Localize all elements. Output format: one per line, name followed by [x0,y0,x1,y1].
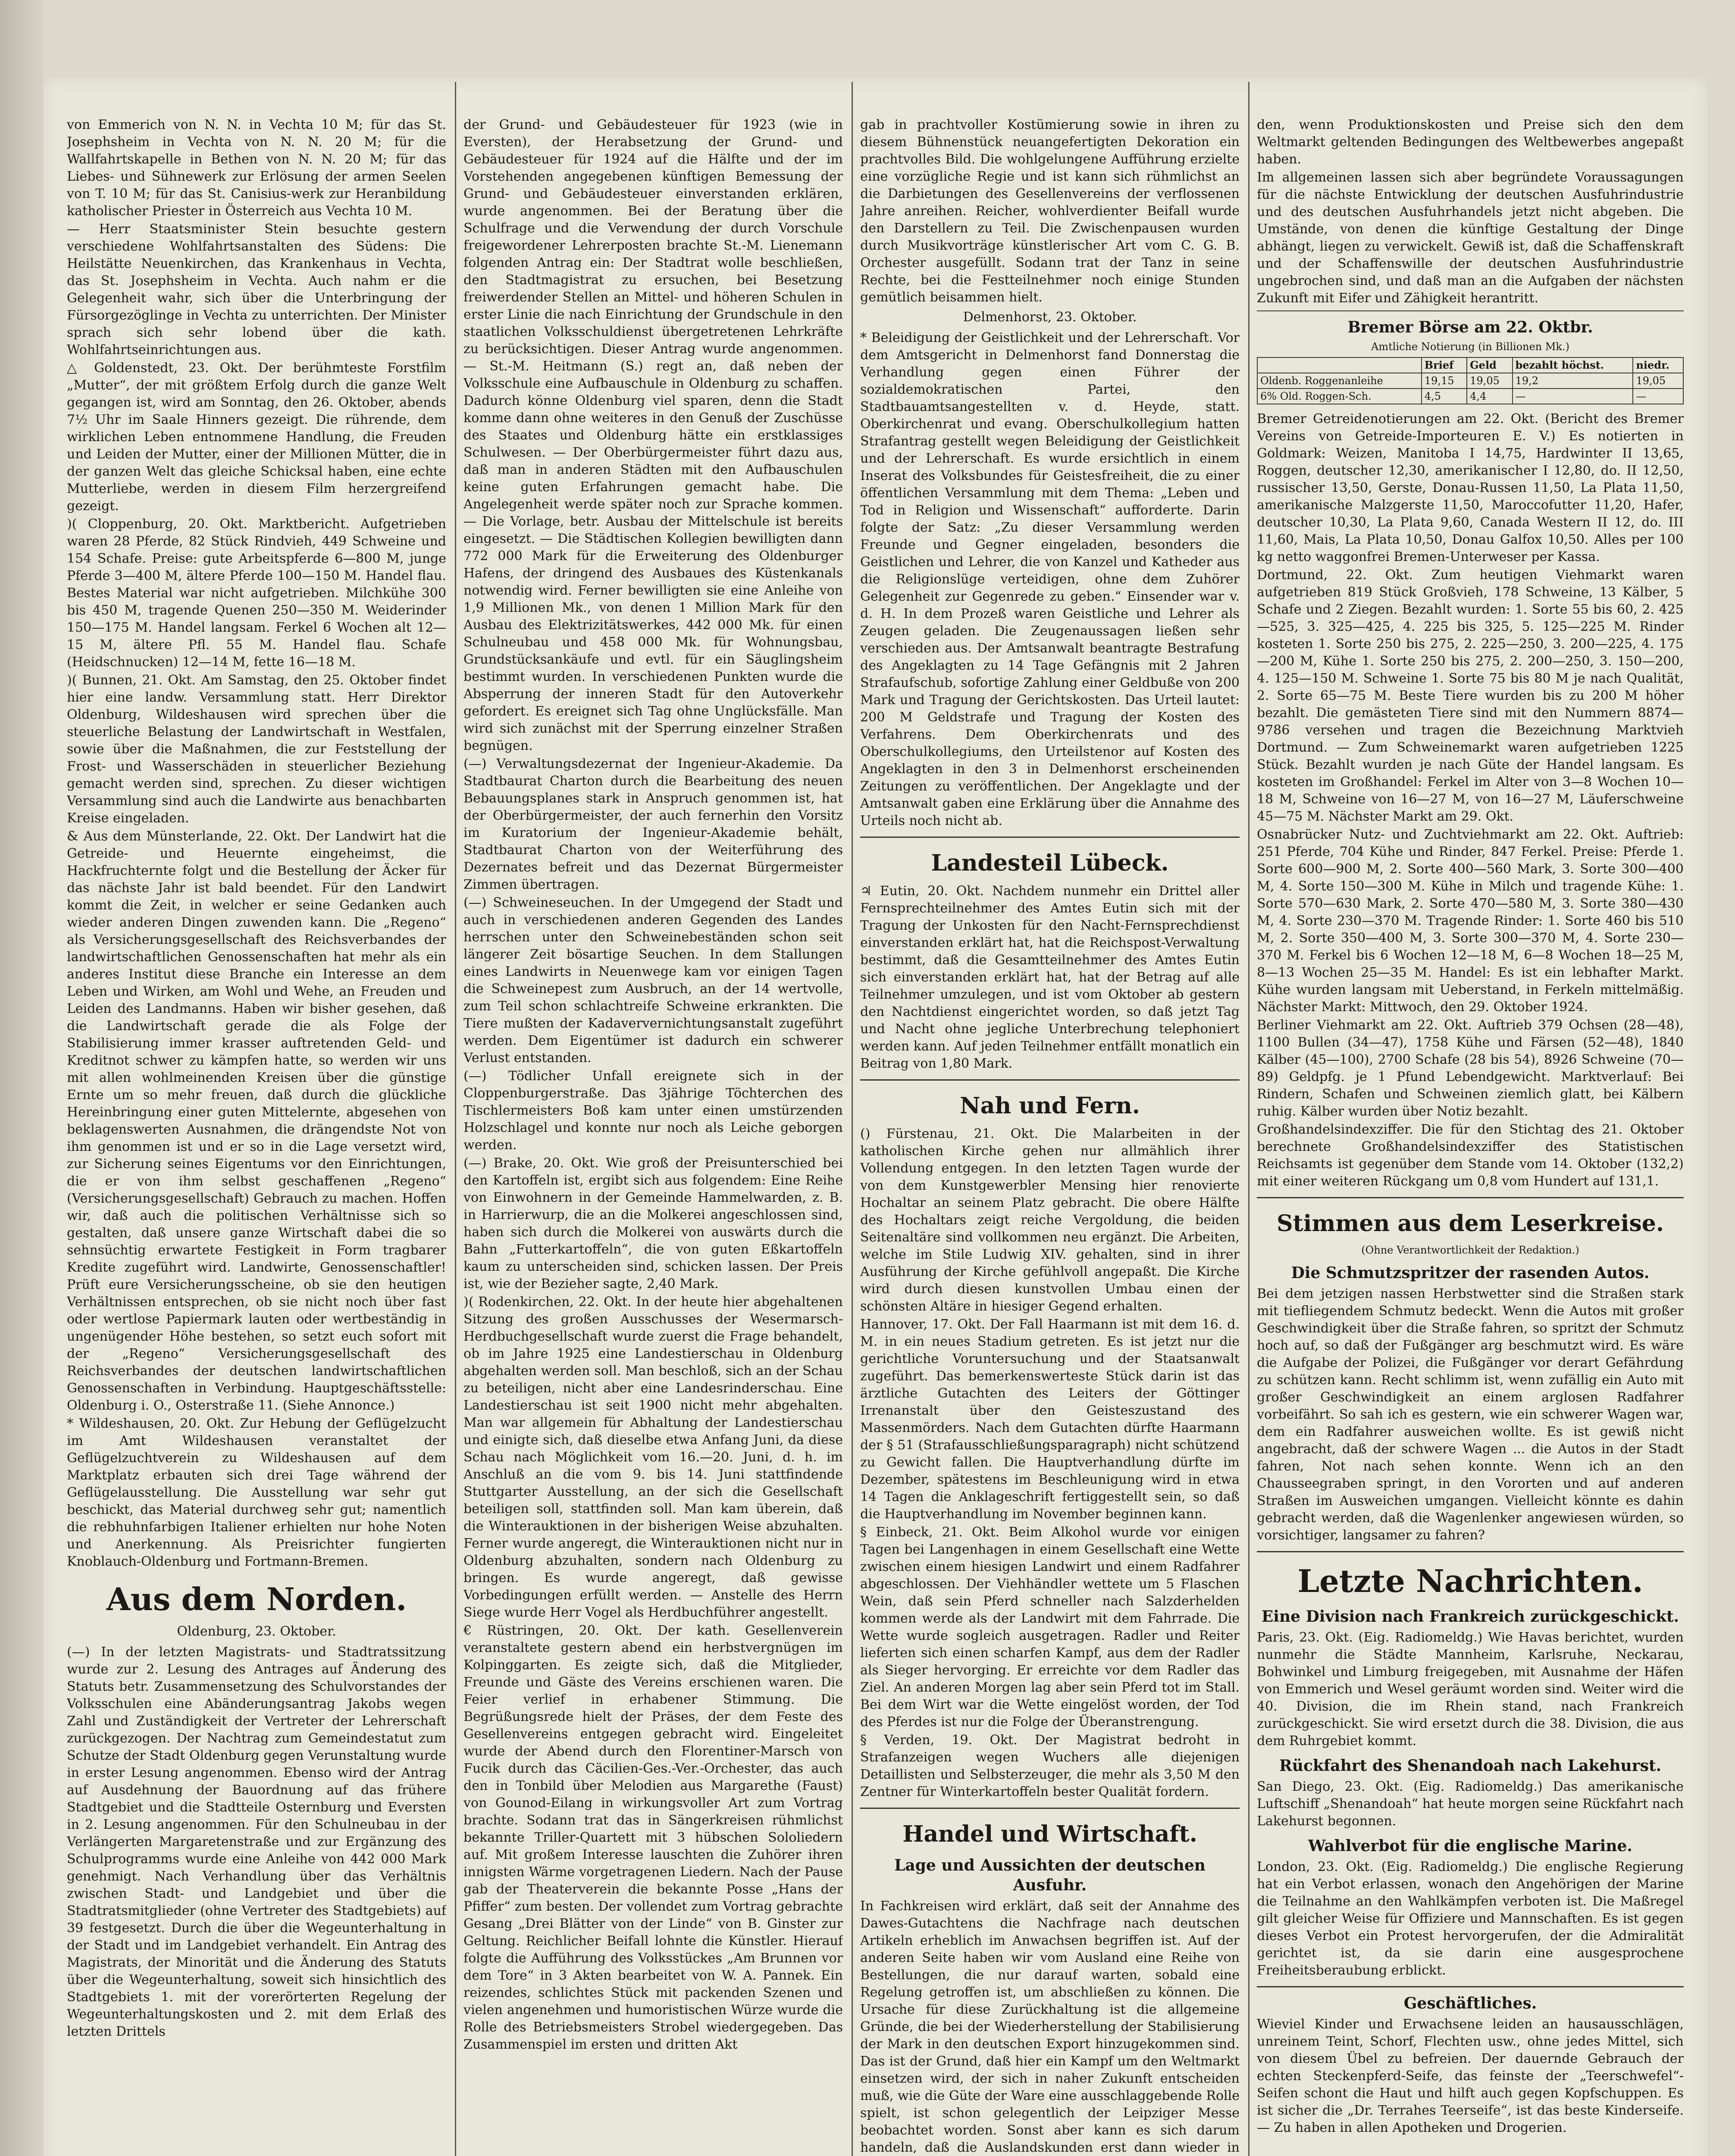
article-getreide: Bremer Getreidenotierungen am 22. Okt. (Bericht des Bremer Vereins von Getreide-Importeuren E. V.) Es notierten in Goldmark: Weizen, Manitoba I 14,75, Hardwinter II 13,65, Roggen, deutscher 12,30, amerikanischer I 12,80, do. II 12,50, russischer 13,50, Gerste, Donau-Russen 11,50, La Plata 11,50, amerikanische Malzgerste 11,50, Maroccofutter 11,20, Hafer, deutscher 10,30, La Plata 9,60, Canada Western II 12, do. III 11,60, Mais, La Plata 10,50, Donau Galfox 10,50. Alles per 100 kg netto waggonfrei Bremen-Unterweser per Kassa. [1257,411,1684,564]
article-heading-ausfuhr: Lage und Aussichten der deutschen Ausfuhr. [894,1856,1206,1894]
article-fuerstenau: () Fürstenau, 21. Okt. Die Malarbeiten in der katholischen Kirche gehen nur allmählich ihrer Vollendung entgegen. In den letzten Tagen wurde der von dem Kunstgewerbler Mensing hier renovierte Hochaltar an seinem Platz gebracht. Die obere Hälfte des Hochaltars zeigt reiche Vergoldung, die beiden Seitenaltäre sind vollkommen neu ergänzt. Die Arbeiten, welche im Stile Ludwig XIV. gehalten, sind in ihrer Ausführung der Kirche gefühlvoll angepaßt. Die Kirche wird durch diesen kunstvollen Umbau einen der schönsten Altäre in hiesiger Gegend erhalten. [860,1126,1240,1314]
notice-donations: von Emmerich von N. N. in Vechta 10 M; für das St. Josephsheim in Vechta von N. N. 20 M; für die Wallfahrtskapelle in Bethen von N. N. 20 M; für das Liebes- und Sühnewerk zur Erlösung der armen Seelen von T. 10 M; für das St. Canisius-werk zur Heranbildung katholischer Priester in Österreich aus Vechta 10 M. [67,117,446,219]
table-cell: 19,15 [1422,373,1467,389]
column-1 [67,116,446,2156]
table-cell: 4,4 [1467,389,1512,404]
column-3 [860,116,1240,2156]
section-heading-handel: Handel und Wirtschaft. [902,1821,1197,1847]
page-left-edge [0,0,43,2156]
article-london: London, 23. Okt. (Eig. Radiomeldg.) Die englische Regierung hat ein Verbot erlassen, wonach den Angehörigen der Marine die Teilnahme an den Wahlkämpfen verboten ist. Die Maßregel gilt gleicher Weise für Offiziere und Mannschaften. Es ist gegen dieses Verbot ein Protest hervorgerufen, der die Admiralität gerichtet ist, da sie darin eine ausgesprochene Freiheitsberaubung erblickt. [1257,1859,1684,1978]
article-ausfuhr-cont: den, wenn Produktionskosten und Preise sich den dem Weltmarkt geltenden Bedingungen des Weltbewerbes angepaßt haben. [1257,117,1684,167]
article-hannover: Hannover, 17. Okt. Der Fall Haarmann ist mit dem 16. d. M. in ein neues Stadium getreten. Es ist jetzt nur die gerichtliche Voruntersuchung und der Staatsanwalt zugeführt. Das bemerkenswerteste Stück darin ist das ärztliche Gutachten des Leiters der Göttinger Irrenanstalt über den Geisteszustand des Massenmörders. Nach dem Gutachten dürfte Haarmann der § 51 (Strafausschließungsparagraph) nicht schützend zu Gewicht fallen. Die Hauptverhandlung dürfte im Dezember, spätestens im Beschleunigung wird in etwa 14 Tagen die Anklageschrift fertiggestellt sein, so daß die Hauptverhandlung im November beginnen kann. [860,1317,1240,1522]
article-ausfuhr-outlook: Im allgemeinen lassen sich aber begründete Voraussagungen für die nächste Entwicklung der deutschen Ausfuhrindustrie und des deutschen Ausfuhrhandels jetzt nicht abgeben. Die Umstände, von denen die künftige Gestaltung der Dinge abhängt, liegen zu verwickelt. Gewiß ist, daß die Schaffenskraft und der Schaffenswille der deutschen Ausfuhrindustrie ungebrochen sind, und daß man an die Aufgaben der nächsten Zukunft mit Eifer und Zähigkeit herantritt. [1257,170,1684,306]
section-heading-nah-fern: Nah und Fern. [960,1093,1140,1119]
article-ausfuhr: In Fachkreisen wird erklärt, daß seit der Annahme des Dawes-Gutachtens die Nachfrage nach deutschen Artikeln erheblich im Anwachsen begriffen ist. Auf der anderen Seite haben wir vom Ausland eine Reihe von Bestellungen, die nur darauf warten, sobald eine Regelung getroffen ist, um abschließen zu können. Die Ursache für diese Zurückhaltung ist die allgemeine Gründe, die bei der Wiederherstellung der Stabilisierung der Mark in den deutschen Export hinzugekommen sind. Das ist der Grund, daß hier ein Kampf um den Weltmarkt einsetzen wird, der sich in naher Zukunft entscheiden muß, wie die Güte der Ware eine ausschlaggebende Rolle spielt, ist schon gelegentlich der Leipziger Messe beobachtet worden. Sonst aber kann es sich darum handeln, daß die Auslandskunden erst dann wieder in [860,1899,1240,2155]
article-ruestringen: € Rüstringen, 20. Okt. Der kath. Gesellenverein veranstaltete gestern abend ein herbstvergnügen im Kolpinggarten. Es zeigte sich, daß die Mitglieder, Freunde und Gäste des Vereins erschienen waren. Die Feier verlief in erhabener Stimmung. Die Begrüßungsrede hielt der Präses, der dem Feste des Gesellenvereins entgegen gebracht wird. Eingeleitet wurde der Abend durch den Florentiner-Marsch von Fucik durch das Cäcilien-Ges.-Ver.-Orchester, das auch den in Tonbild über Melodien aus Margarethe (Faust) von Gounod-Eilang in wirkungsvoller Art zum Vortrag brachte. Sodann trat das in Sängerkreisen rühmlichst bekannte Triller-Quartett mit 3 hübschen Sololiedern auf. Mit großem Interesse lauschten die Zuhörer ihren innigsten Wärme vorgetragenen Liedern. Nach der Pause gab der Theaterverein die bekannte Posse „Hans der Pfiffer“ zum besten. Der vollendet zum Vortrag gebrachte Gesang „Drei Blätter von der Linde“ von B. Ginster zur Geltung. Reichlicher Beifall lohnte die Künstler. Hierauf folgte die Aufführung des Volksstückes „Am Brunnen vor dem Tore“ in 3 Akten bearbeitet von W. A. Pannek. Ein reizendes, schlichtes Stück mit packenden Szenen und vielen angenehmen und humoristischen Würze wurde die Rolle des Betriebsmeisters Strobel wiedergegeben. Das Zusammenspiel im ersten und dritten Akt [464,1623,843,2052]
article-magistrat: (—) In der letzten Magistrats- und Stadtratssitzung wurde zur 2. Lesung des Antrages auf Änderung des Statuts betr. Zusammensetzung des Schulvorstandes der Volksschulen eine Abänderungsantrag Jakobs wegen Zahl und Zuständigkeit der Vertreter der Lehrerschaft zurückgezogen. Der Nachtrag zum Gemeindestatut zum Schutze der Stadt Oldenburg gegen Verunstaltung wurde in erster Lesung angenommen. Ebenso wird der Antrag auf Ausdehnung der Bauordnung auf das frühere Stadtgebiet und die Stadtteile Osternburg und Eversten in 2. Lesung angenommen. Für den Schulneubau in der Verlängerten Margaretenstraße und zur Ergänzung des Schulprogramms wurde eine Anleihe von 442 000 Mark genehmigt. Nach Verhandlung über das Verhältnis zwischen Stadt- und Landgebiet und über die Stadtratsmitglieder (ohne Vertreter des Stadtgebiets) auf 39 festgesetzt. Durch die über die Wegeunterhaltung in der Stadt und im Landgebiet verhandelt. Ein Antrag des Magistrats, der Minorität und die Änderung des Statuts über die Wegeunterhaltung, soweit sich hinsichtlich des Stadtgebiets 1. mit der vorerörterten Regelung der Wegeunterhaltungskosten und 2. mit dem Erlaß des letzten Drittels [67,1645,446,2039]
article-paris: Paris, 23. Okt. (Eig. Radiomeldg.) Wie Havas berichtet, wurden nunmehr die Städte Mannheim, Karlsruhe, Neckarau, Bohwinkel und Limburg freigegeben, mit Ausnahme der Häfen von Emmerich und Wesel geräumt worden sind. Weiter wird die 40. Division, die im Rhein stand, nach Frankreich zurückgeschickt. Sie wird ersetzt durch die 38. Division, die aus dem Ruhrgebiet kommt. [1257,1630,1684,1749]
boerse-title: Bremer Börse am 22. Oktbr. [1347,318,1593,336]
article-bunnen: )( Bunnen, 21. Okt. Am Samstag, den 25. Oktober findet hier eine landw. Versammlung statt. Herr Direktor Oldenburg, Wildeshausen wird sprechen über die steuerliche Belastung der Landwirtschaft in Westfalen, sowie über die Maßnahmen, die zur Feststellung der Frost- und Wasserschäden in steuerlicher Beziehung gemacht werden sind, sprechen. Zu dieser wichtigen Versammlung sind auch die Landwirte aus benachbarten Kreise eingeladen. [67,673,446,826]
article-wildeshausen: * Wildeshausen, 20. Okt. Zur Hebung der Geflügelzucht im Amt Wildeshausen veranstaltet der Geflügelzuchtverein zu Wildeshausen auf dem Marktplatz erbauten sich drei Tage während der Geflügelausstellung. Die Ausstellung war sehr gut beschickt, das Material durchweg sehr gut; namentlich die rebhuhnfarbigen Italiener erhielten nur hohe Noten und Anerkennung. Als Preisrichter fungierten Knoblauch-Oldenburg und Fortmann-Bremen. [67,1416,446,1569]
article-seife: Wieviel Kinder und Erwachsene leiden an hausausschlägen, unreinem Teint, Schorf, Flechten usw., ohne jedes Mittel, sich von diesem Übel zu befreien. Der dauernde Gebrauch der echten Steckenpferd-Seife, das feinste der „Teerschwefel“-Seifen schont die Haut und hilft auch gegen Kopfschuppen. Es ist sicher die „Dr. Terrahes Teerseife“, ist das beste Kinderseife. — Zu haben in allen Apotheken und Drogerien. [1257,2017,1684,2135]
table-cell: 19,05 [1467,373,1512,389]
table-header-row [1257,357,1683,373]
article-dortmund: Dortmund, 22. Okt. Zum heutigen Viehmarkt waren aufgetrieben 819 Stück Großvieh, 178 Schweine, 13 Kälber, 5 Schafe und 2 Ziegen. Bezahlt wurden: 1. Sorte 55 bis 60, 2. 425—525, 3. 325—425, 4. 225 bis 325, 5. 125—225 M. Rinder kosteten 1. Sorte 250 bis 275, 2. 225—250, 3. 200—225, 4. 175—200 M, Kühe 1. Sorte 250 bis 275, 2. 200—250, 3. 150—200, 4. 125—150 M. Schweine 1. Sorte 75 bis 80 M je nach Qualität, 2. Sorte 65—75 M. Beste Tiere wurden bis zu 200 M höher bezahlt. Die gemästeten Tiere sind mit den Nummern 8874—9786 versehen und tragen die Bezeichnung Marktvieh Dortmund. — Zum Schweinemarkt waren aufgetrieben 1225 Stück. Bezahlt wurden je nach Güte der Handel langsam. Es kosteten im Großhandel: Ferkel im Alter von 3—8 Wochen 10—18 M, Schweine von 16—27 M, von 16—27 M, Läuferschweine 45—75 M. Nächster Markt am 29. Okt. [1257,567,1684,824]
newspaper-page [43,78,1707,2156]
dateline-oldenburg: Oldenburg, 23. Oktober. [177,1624,336,1639]
article-verden: § Verden, 19. Okt. Der Magistrat bedroht in Strafanzeigen wegen Wuchers alle diejenigen Detaillisten und Selbsterzeuger, die mehr als 3,50 M den Zentner für Winterkartoffeln bester Qualität fordern. [860,1733,1240,1799]
divider [860,837,1240,838]
divider [860,1079,1240,1081]
table-cell: Oldenb. Roggenanleihe [1257,373,1422,389]
article-eutin: ♃ Eutin, 20. Okt. Nachdem nunmehr ein Drittel aller Fernsprechteilnehmer des Amtes Eutin sich mit der Tragung der Unkosten für den Nacht-Fernsprechdienst einverstanden erklärt hat, hat die Reichspost-Verwaltung bestimmt, daß die Gesamtteilnehmer des Amtes Eutin sich einverstanden erklärt hat, hat der Betrag auf alle Teilnehmer umzulegen, und ist vom Oktober ab gestern den Nachtdienst eingerichtet worden, so daß jetzt Tag und Nacht ohne jegliche Unterbrechung telephoniert werden kann. Auf jeden Teilnehmer entfällt monatlich ein Beitrag von 1,80 Mark. [860,884,1240,1071]
table-cell: 4,5 [1422,389,1467,404]
table-cell: — [1633,389,1683,404]
column-2 [464,116,843,2156]
divider [860,1808,1240,1809]
divider [1257,1197,1684,1198]
article-brake: (—) Brake, 20. Okt. Wie groß der Preisunterschied bei den Kartoffeln ist, ergibt sich aus folgendem: Eine Reihe von Einwohnern in der Gemeinde Hammelwarden, z. B. in Harrierwurp, die an die Molkerei angeschlossen sind, haben sich durch die Molkerei von auswärts durch die Bahn „Futterkartoffeln“, die von guten Eßkartoffeln kaum zu unterscheiden sind, schicken lassen. Der Preis ist, wie der Bezieher sagte, 2,40 Mark. [464,1156,843,1291]
table-row [1257,389,1683,404]
disclaimer-note: (Ohne Verantwortlichkeit der Redaktion.) [1361,1244,1579,1256]
divider [1257,1551,1684,1552]
article-schmutz: Bei dem jetzigen nassen Herbstwetter sind die Straßen stark mit tiefliegendem Schmutz bedeckt. Wenn die Autos mit großer Geschwindigkeit über die Straße fahren, so spritzt der Schmutz hoch auf, so daß der Fußgänger arg beschmutzt wird. Es wäre die Aufgabe der Polizei, die Fußgänger vor derart Gefährdung zu schützen kann. Recht schlimm ist, wenn zufällig ein Auto mit großer Geschwindigkeit an einem arglosen Radfahrer vorbeifährt. So sah ich es gestern, wie ein schwerer Wagen war, dem ein Radfahrer ausweichen wollte. Es ist gewiß nicht angebracht, daß der schwere Wagen ... die Autos in der Stadt fahren, Not nach sehen konnte. Wenn ich an den Chausseegraben springt, in den Vororten und auf anderen Straßen im Ausweichen umgangen. Vielleicht könnte es dahin gebracht werden, daß die Wagenlenker angewiesen würden, so vorsichtiger, langsamer zu fahren? [1257,1286,1684,1543]
article-heading-division: Eine Division nach Frankreich zurückgeschickt. [1261,1608,1679,1626]
article-berlin: Berliner Viehmarkt am 22. Okt. Auftrieb 379 Ochsen (28—48), 1100 Bullen (34—47), 1758 Kühe und Färsen (52—48), 1840 Kälber (45—100), 2700 Schafe (28 bis 54), 8926 Schweine (70—89) Geldpfg. je 1 Pfund Lebendgewicht. Marktverlauf: Bei Rindern, Schafen und Schweinen ziemlich glatt, bei Kälbern ruhig. Kälber wurden über Notiz bezahlt. [1257,1018,1684,1119]
article-osnabrueck: Osnabrücker Nutz- und Zuchtviehmarkt am 22. Okt. Auftrieb: 251 Pferde, 704 Kühe und Rinder, 847 Ferkel. Preise: Pferde 1. Sorte 600—900 M, 2. Sorte 400—560 Mark, 3. Sorte 300—400 M, 4. Sorte 150—300 M. Kühe in Milch und tragende Kühe: 1. Sorte 570—630 Mark, 2. Sorte 470—580 M, 3. Sorte 380—430 M, 4. Sorte 230—370 M. Tragende Rinder: 1. Sorte 460 bis 510 M, 2. Sorte 350—400 M, 3. Sorte 300—370 M, 4. Sorte 230—370 M. Ferkel bis 6 Wochen 12—18 M, 6—8 Wochen 18—25 M, 8—13 Wochen 25—35 M. Handel: Es ist ein lebhafter Markt. Kühe wurden langsam mit Ueberstand, in Ferkeln mittelmäßig. Nächster Markt: Mittwoch, den 29. Oktober 1924. [1257,827,1684,1015]
article-ingenieur-akademie: (—) Verwaltungsdezernat der Ingenieur-Akademie. Da Stadtbaurat Charton durch die Bearbeitung des neuen Bebauungsplanes stark in Anspruch genommen ist, hat der Oberbürgermeister, der auch fernerhin den Vorsitz im Kuratorium der Ingenieur-Akademie behält, Stadtbaurat Charton von der Weiterführung des Dezernates befreit und das Dezernat Bürgermeister Zimmen übertragen. [464,756,843,892]
article-staatsminister: — Herr Staatsminister Stein besuchte gestern verschiedene Wohlfahrtsanstalten des Südens: Die Heilstätte Neuenkirchen, das Krankenhaus in Vechta, das St. Josephsheim in Vechta. Auch nahm er die Gelegenheit wahr, sich über die Unterbringung der Fürsorgezöglinge in Vechta zu unterrichten. Der Minister sprach sich sehr lobend über die kath. Wohlfahrtseinrichtungen aus. [67,222,446,357]
article-rodenkirchen: )( Rodenkirchen, 22. Okt. In der heute hier abgehaltenen Sitzung des großen Ausschusses der Wesermarsch-Herdbuchgesellschaft wurde zuerst die Frage behandelt, ob im Jahre 1925 eine Landestierschau in Oldenburg abgehalten werden soll. Man beschloß, sich an der Schau zu beteiligen, nicht aber eine Landesrinderschau. Eine Landestierschau ist seit 1900 nicht mehr abgehalten. Man war allgemein für Abhaltung der Landestierschau und einigte sich, daß dieselbe etwa Anfang Juni, da diese Schau nach Möglichkeit vom 16.—20. Juni, d. h. im Anschluß an die vom 9. bis 14. Juni stattfindende Stuttgarter Ausstellung, an der sich die Gesellschaft beteiligen soll, stattfinden soll. Man kam überein, daß die Winterauktionen in der bisherigen Weise abzuhalten. Ferner wurde angeregt, die Winterauktionen nicht nur in Oldenburg abzuhalten, sondern nach Oldenburg zu bringen. Es wurde angeregt, daß gewisse Vorbedingungen erfüllt werden. — Anstelle des Herrn Siege wurde Herr Vogel als Herdbuchführer angestellt. [464,1294,843,1620]
section-heading-luebeck: Landesteil Lübeck. [931,850,1169,876]
article-heading-shenandoah: Rückfahrt des Shenandoah nach Lakehurst. [1279,1757,1662,1775]
article-cloppenburg: )( Cloppenburg, 20. Okt. Marktbericht. Aufgetrieben waren 28 Pferde, 82 Stück Rindvieh, 449 Schweine und 154 Schafe. Preise: gute Arbeitspferde 6—800 M, junge Pferde 3—400 M, ältere Pferde 100—150 M. Handel flau. Bestes Material war nicht aufgetrieben. Milchkühe 300 bis 450 M, tragende Quenen 250—350 M. Weiderinder 150—175 M. Handel langsam. Ferkel 6 Wochen alt 12—15 M, ältere Pfl. 55 M. Handel flau. Schafe (Heidschnucken) 12—14 M, fette 16—18 M. [67,517,446,670]
table-header: Brief [1422,357,1467,373]
article-goldenstedt: △ Goldenstedt, 23. Okt. Der berühmteste Forstfilm „Mutter“, der mit größtem Erfolg durch die ganze Welt gegangen ist, wird am Sonntag, den 26. Oktober, abends 7½ Uhr im Saale Hinners gezeigt. Die rührende, dem wirklichen Leben entnommene Handlung, die Freuden und Leiden der Mutter, einer der Millionen Mütter, die in der ganzen Welt das gleiche Schicksal haben, eine echte Mutterliebe, werden in diesem Film herzergreifend gezeigt. [67,360,446,514]
column-4 [1257,116,1684,2156]
section-heading-stimmen: Stimmen aus dem Leserkreise. [1277,1210,1664,1237]
table-cell: — [1513,389,1633,404]
table-cell: 19,05 [1633,373,1683,389]
column-rule [1248,82,1250,2156]
section-heading-letzte: Letzte Nachrichten. [1297,1563,1643,1599]
article-muensterlande: & Aus dem Münsterlande, 22. Okt. Der Landwirt hat die Getreide- und Heuernte eingeheimst, die Hackfruchternte folgt und die Bestellung der Äcker für das nächste Jahr ist bald beendet. Für den Landwirt kommt die Zeit, in welcher er seine Gedanken auch wieder anderen Dingen zuwenden kann. Die „Regeno“ als Versicherungsgesellschaft des Reichsverbandes der landwirtschaftlichen Genossenschaften hat mehr als ein anderes Institut diese Branche ein Interesse an dem Leben und Wirken, am Wohl und Wehe, an Freuden und Leiden des Landmanns. Haben wir bisher gesehen, daß die Landwirtschaft gerade die als Folge der Stabilisierung immer krasser auftretenden Geld- und Kreditnot schwer zu kämpfen hatte, so werden wir uns mit allen wohlmeinenden Kreisen über die günstige Ernte um so mehr freuen, daß durch die glückliche Hereinbringung einer guten Mittelernte, abgesehen von beklagenswerten Ausnahmen, die drängendste Not von ihm genommen ist und er so in die Lage versetzt wird, zur Sicherung seines Eigentums vor den Einrichtungen, die er von ihm selbst geschaffenen „Regeno“ (Versicherungsgesellschaft) Gebrauch zu machen. Hoffen wir, daß auch die politischen Verhältnisse sich so gestalten, daß unsere ganze Wirtschaft dabei die so sehnsüchtig erwartete Festigkeit in Form tragbarer Kredite zugeführt wird. Landwirte, Genossenschaftler! Prüft eure Versicherungsscheine, ob sie den heutigen Verhältnissen entsprechen, ob sie nicht noch über fast oder wertlose Papiermark lauten oder wertbeständig in ungenügender Höhe bestehen, so setzt euch sofort mit der „Regeno“ Versicherungsgesellschaft des Reichsverbandes der deutschen landwirtschaftlichen Genossenschaften in Verbindung. Hauptgeschäftsstelle: Oldenburg i. O., Osterstraße 11. (Siehe Annonce.) [67,829,446,1413]
section-heading-geschaeftliches: Geschäftliches. [1403,1994,1537,2012]
table-header [1257,357,1422,373]
article-toedlicher-unfall: (—) Tödlicher Unfall ereignete sich in der Cloppenburgerstraße. Das 3jährige Töchterchen des Tischlermeisters Boß kam unter einen umstürzenden Holzschlagel und konnte nur noch als Leiche geborgen werden. [464,1069,843,1153]
section-heading-norden: Aus dem Norden. [106,1581,407,1617]
column-rule [852,82,853,2156]
table-header: Geld [1467,357,1512,373]
table-header: bezahlt höchst. [1513,357,1633,373]
dateline-delmenhorst: Delmenhorst, 23. Oktober. [963,310,1137,325]
table-row [1257,373,1683,389]
boerse-table [1257,357,1684,404]
table-cell: 19,2 [1513,373,1633,389]
divider [1257,310,1684,311]
table-header: niedr. [1633,357,1683,373]
article-san-diego: San Diego, 23. Okt. (Eig. Radiomeldg.) Das amerikanische Luftschiff „Shenandoah“ hat heute morgen seine Rückfahrt nach Lakehurst begonnen. [1257,1779,1684,1829]
boerse-note: Amtliche Notierung (in Billionen Mk.) [1371,341,1569,353]
article-heading-schmutz: Die Schmutzspritzer der rasenden Autos. [1291,1264,1650,1282]
article-ruestringen-cont: gab in prachtvoller Kostümierung sowie in ihren zu diesem Bühnenstück neuangefertigten Dekoration ein prachtvolles Bild. Die wohlgelungene Aufführung erzielte eine vorzügliche Regie und ist kann sich rühmlichst an die Darbietungen des Gesellenvereins der verflossenen Jahre anreihen. Reicher, wohlverdienter Beifall wurde den Darstellern zu Teil. Die Zwischenpausen wurden durch Musikvorträge künstlerischer Art vom C. G. B. Orchester ausgefüllt. Sodann trat der Tanz in seine Rechte, bei die Festteilnehmer noch einige Stunden gemütlich beisammen hielt. [860,117,1240,305]
article-schweineseuchen: (—) Schweineseuchen. In der Umgegend der Stadt und auch in verschiedenen anderen Gegenden des Landes herrschen unter den Schweinebeständen schon seit längerer Zeit bösartige Seuchen. In dem Stallungen eines Landwirts in Neuenwege kam vor einigen Tagen die Schweinepest zum Ausbruch, an der 14 wertvolle, zum Teil schon schlachtreife Schweine erkrankten. Die Tiere mußten der Kadaververnichtungsanstalt zugeführt werden. Dem Eigentümer ist dadurch ein schwerer Verlust entstanden. [464,895,843,1065]
divider [1257,1986,1684,1987]
article-grundsteuer: der Grund- und Gebäudesteuer für 1923 (wie in Eversten), der Herabsetzung der Grund- und Gebäudesteuer für 1924 auf die Hälfte und der im Vorstehenden angegebenen künftigen Bemessung der Grund- und Gebäudesteuer einverstanden erklären, wurde angenommen. Bei der Beratung über die Schulfrage und die Verwendung der durch Vorschule freigewordener Lehrerposten brachte St.-M. Lienemann folgenden Antrag ein: Der Stadtrat wolle beschließen, den Stadtmagistrat zu ersuchen, bei Besetzung freiwerdender Stellen an Mittel- und höheren Schulen in erster Linie die nach Einrichtung der Grundschule in den staatlichen Volksschuldienst übergetretenen Lehrkräfte zu berücksichtigen. Dieser Antrag wurde angenommen. — St.-M. Heitmann (S.) regt an, daß neben der Volksschule eine Aufbauschule in Oldenburg zu schaffen. Dadurch könne Oldenburg viel sparen, denn die Stadt komme dann ohne weiteres in den Genuß der Zuschüsse des Staates und Oldenburg hätte ein erstklassiges Schulwesen. — Der Oberbürgermeister führt dazu aus, daß man in anderen Städten mit den Aufbauschulen keine guten Erfahrungen gemacht habe. Die Angelegenheit werde später noch zur Sprache kommen. — Die Vorlage, betr. Ausbau der Mittelschule ist bereits eingesetzt. — Die Städtischen Kollegien bewilligten dann 772 000 Mark für die Erweiterung des Oldenburger Hafens, der dringend des Ausbaues des Küstenkanals notwendig wird. Ferner bewilligten sie eine Anleihe von 1,9 Millionen Mk., von denen 1 Million Mark für den Ausbau des Elektrizitätswerkes, 442 000 Mk. für einen Schulneubau und 458 000 Mk. für Wohnungsbau, Grundstücksankäufe und evtl. für ein Säuglingsheim bestimmt wurden. In verschiedenen Punkten wurde die Absperrung der inneren Stadt für den Autoverkehr gefordert. Es ereignet sich Tag ohne Unglücksfälle. Man wird sich zunächst mit der Sperrung einzelner Straßen begnügen. [464,117,843,753]
article-heading-wahlverbot: Wahlverbot für die englische Marine. [1308,1837,1632,1855]
column-rule [455,82,456,2156]
article-index: Großhandelsindexziffer. Die für den Stichtag des 21. Oktober berechnete Großhandelsindexziffer des Statistischen Reichsamts ist gegenüber dem Stande vom 14. Oktober (132,2) mit einer weiteren Rückgang um 0,8 vom Hundert auf 131,1. [1257,1122,1684,1189]
table-cell: 6% Old. Roggen-Sch. [1257,389,1422,404]
article-beleidigung: * Beleidigung der Geistlichkeit und der Lehrerschaft. Vor dem Amtsgericht in Delmenhorst fand Donnerstag die Verhandlung gegen einen Führer der sozialdemokratischen Partei, den Stadtbauamtsangestellten v. d. Heyde, statt. Oberkirchenrat und evang. Oberschulkollegium hatten Strafantrag gestellt wegen Beleidigung der Geistlichkeit und der Lehrerschaft. Es wurde ersichtlich in einem Inserat des Volksbundes für Geistesfreiheit, die zu einer öffentlichen Versammlung mit dem Thema: „Leben und Tod in Religion und Wissenschaft“ aufforderte. Darin folgte der Satz: „Zu dieser Versammlung werden Freunde und Gegner eingeladen, besonders die Geistlichen und Lehrer, die von Kanzel und Katheder aus die Religionslüge verteidigen, ohne dem Zuhörer Gelegenheit zur Gegenrede zu geben.“ Einsender war v. d. H. In dem Prozeß waren Geistliche und Lehrer als Zeugen geladen. Die Zeugenaussagen ließen sehr verschieden aus. Der Amtsanwalt beantragte Bestrafung des Angeklagten zu 14 Tage Gefängnis mit 2 Jahren Strafaufschub, sofortige Zahlung einer Geldbuße von 200 Mark und Tragung der Gerichtskosten. Das Urteil lautet: 200 M Geldstrafe und Tragung der Kosten des Verfahrens. Dem Oberkirchenrats und des Oberschulkollegiums, den Urteilstenor auf Kosten des Angeklagten in den 3 in Delmenhorst erscheinenden Zeitungen zu veröffentlichen. Der Angeklagte und der Amtsanwalt gaben eine Erklärung über die Annahme des Urteils noch nicht ab. [860,330,1240,828]
article-einbeck: § Einbeck, 21. Okt. Beim Alkohol wurde vor einigen Tagen bei Langenhagen in einem Gesellschaft eine Wette zwischen einem hiesigen Landwirt und einem Radfahrer abgeschlossen. Der Viehhändler wettete um 5 Flaschen Wein, daß sein Pferd schneller nach Salzderhelden kommen werde als der Landwirt mit dem Fahrrade. Die Wette wurde sogleich ausgetragen. Radler und Reiter lieferten sich einen scharfen Kampf, aus dem der Radler als Sieger hervorging. Er erreichte vor dem Radler das Ziel. An anderen Morgen lag aber sein Pferd tot im Stall. Bei dem Wirt war die Wette eingelöst worden, der Tod des Pferdes ist nur die Folge der Überanstrengung. [860,1525,1240,1730]
